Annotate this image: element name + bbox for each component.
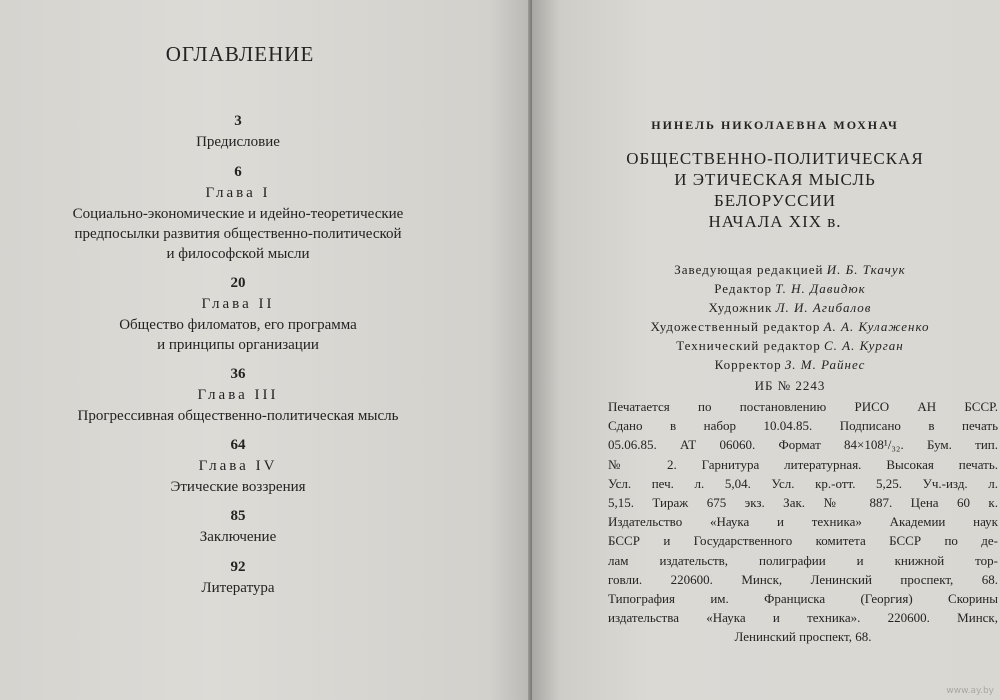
colophon-line: Ленинский проспект, 68. xyxy=(734,629,872,645)
colophon-line: Типография им. Франциска (Георгия) Скорины xyxy=(608,591,998,607)
toc-entry-label: Литература xyxy=(201,580,275,596)
book-title xyxy=(590,148,960,232)
toc-chapter-title-line: и философской мысли xyxy=(166,246,310,262)
credit-row xyxy=(590,355,990,374)
credit-role: Технический редактор xyxy=(676,338,821,353)
toc-entry xyxy=(28,505,448,548)
toc-entry-label: Предисловие xyxy=(196,134,280,150)
colophon-line: 05.06.85. АТ 06060. Формат 84×108¹/₃₂. Бум. тип. xyxy=(608,437,998,453)
toc-entry xyxy=(28,110,448,153)
toc-page-number: 85 xyxy=(230,508,246,524)
toc-page-number: 36 xyxy=(230,366,246,382)
credit-name: З. М. Райнес xyxy=(784,357,866,372)
toc-entry-label: Глава III xyxy=(197,387,279,403)
toc-entry xyxy=(28,363,448,426)
colophon-line: Усл. печ. л. 5,04. Усл. кр.-отт. 5,25. Уч.-изд. л. xyxy=(608,475,998,491)
toc-chapter-title-line: Общество филоматов, его программа xyxy=(119,317,357,333)
toc-entry xyxy=(28,272,448,355)
credit-row xyxy=(590,317,990,336)
book-title-line: И ЭТИЧЕСКАЯ МЫСЛЬ xyxy=(674,170,876,189)
colophon-line: 5,15. Тираж 675 экз. Зак. № 887. Цена 60 к. xyxy=(608,495,998,511)
toc-chapter-title-line: предпосылки развития общественно-политической xyxy=(74,226,402,242)
toc-page-number: 20 xyxy=(230,275,246,291)
credit-name: А. А. Кулаженко xyxy=(823,319,930,334)
credit-name: С. А. Курган xyxy=(823,338,904,353)
credit-row xyxy=(590,260,990,279)
toc-entry xyxy=(28,556,448,599)
credits-list xyxy=(590,260,990,374)
credit-row xyxy=(590,336,990,355)
credits-block xyxy=(590,260,990,395)
colophon-line: № 2. Гарнитура литературная. Высокая печать. xyxy=(608,456,998,472)
toc-page-number: 3 xyxy=(234,113,242,129)
toc-page-number: 64 xyxy=(230,437,246,453)
watermark: www.ay.by xyxy=(946,686,994,696)
toc-chapter-title-line: Социально-экономические и идейно-теоретические xyxy=(72,206,404,222)
toc-page-number: 92 xyxy=(230,559,246,575)
credit-role: Корректор xyxy=(714,357,782,372)
credit-name: Л. И. Агибалов xyxy=(775,300,872,315)
credit-role: Художник xyxy=(708,300,773,315)
toc-entry xyxy=(28,161,448,264)
colophon-line: лам издательств, полиграфии и книжной тор- xyxy=(608,552,998,568)
credit-row xyxy=(590,298,990,317)
toc-chapter-title-line: Этические воззрения xyxy=(170,479,306,495)
credit-role: Редактор xyxy=(714,281,772,296)
book-title-line: НАЧАЛА XIX в. xyxy=(708,212,842,231)
colophon-line: говли. 220600. Минск, Ленинский проспект, 68. xyxy=(608,571,998,587)
toc-title: ОГЛАВЛЕНИЕ xyxy=(165,42,315,66)
colophon-line: Издательство «Наука и техника» Академии наук xyxy=(608,514,998,530)
toc-entry-label: Глава IV xyxy=(198,458,278,474)
isbn-number: ИБ № 2243 xyxy=(754,378,826,393)
colophon-line: Печатается по постановлению РИСО АН БССР. xyxy=(608,399,998,414)
toc-page-number: 6 xyxy=(234,164,242,180)
colophon-line: Сдано в набор 10.04.85. Подписано в печать xyxy=(608,418,998,434)
colophon-line: издательства «Наука и техника». 220600. Минск, xyxy=(608,610,998,626)
table-of-contents xyxy=(28,110,448,607)
toc-chapter-title-line: Прогрессивная общественно-политическая мысль xyxy=(77,408,399,424)
book-title-line: ОБЩЕСТВЕННО-ПОЛИТИЧЕСКАЯ xyxy=(626,149,924,168)
toc-chapter-title-line: и принципы организации xyxy=(157,337,319,353)
toc-entry-label: Глава I xyxy=(205,185,271,201)
credit-row xyxy=(590,279,990,298)
author-name: НИНЕЛЬ НИКОЛАЕВНА МОХНАЧ xyxy=(651,118,899,132)
colophon-line: БССР и Государственного комитета БССР по де- xyxy=(608,533,998,549)
toc-entry xyxy=(28,434,448,497)
credit-role: Заведующая редакцией xyxy=(674,262,824,277)
toc-entry-label: Глава II xyxy=(201,296,275,312)
book-title-line: БЕЛОРУССИИ xyxy=(713,191,837,210)
credit-name: И. Б. Ткачук xyxy=(826,262,906,277)
credit-name: Т. Н. Давидюк xyxy=(775,281,866,296)
credit-role: Художественный редактор xyxy=(650,319,821,334)
toc-entry-label: Заключение xyxy=(199,529,277,545)
colophon xyxy=(608,397,998,647)
